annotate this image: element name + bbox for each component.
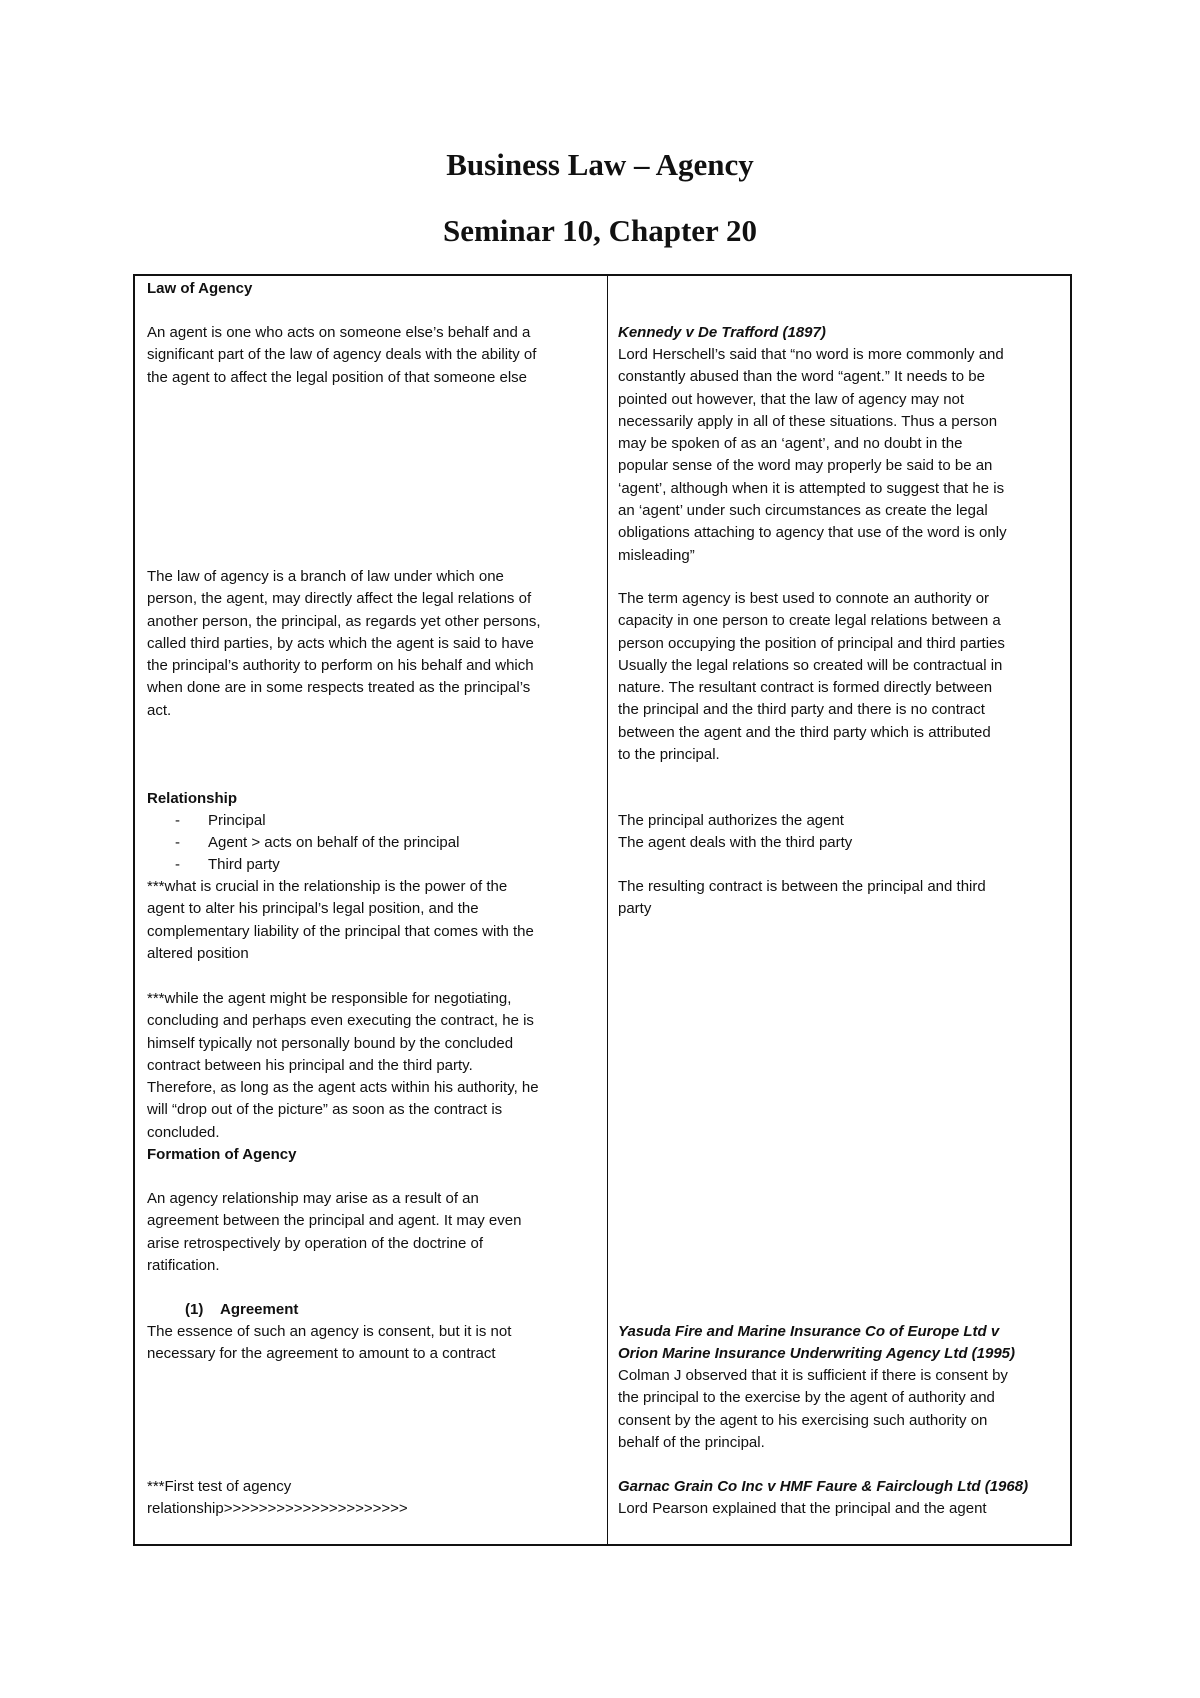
case-yasuda-title: Yasuda Fire and Marine Insurance Co of Europe Ltd v Orion Marine Insurance Underwriting Agency Ltd (1995) bbox=[618, 1323, 1016, 1363]
first-test-note: ***First test of agency relationship>>>>>>>>>>>>>>>>>>>>> bbox=[147, 1478, 408, 1518]
relationship-item: Agent > acts on behalf of the principal bbox=[208, 834, 460, 851]
bullet-dash: - bbox=[175, 856, 180, 873]
column-divider bbox=[607, 276, 608, 1544]
agent-definition: An agent is one who acts on someone else’s behalf and a significant part of the law of agency deals with the ability of the agent to affect the legal position of that someone else bbox=[147, 324, 537, 386]
authorizes-text: The principal authorizes the agent The agent deals with the third party bbox=[618, 812, 853, 852]
case-kennedy-title: Kennedy v De Trafford (1897) bbox=[618, 324, 826, 341]
page-subtitle: Seminar 10, Chapter 20 bbox=[442, 213, 758, 248]
while-note: ***while the agent might be responsible for negotiating, concluding and perhaps even executing the contract, he is himself typically not personally bound by the concluded contract between his principal and the third party. Therefore, as long as the agent acts within his authority, he will “drop out of the picture” as soon as the contract is concluded. bbox=[147, 990, 539, 1141]
case-garnac-text: Lord Pearson explained that the principal and the agent bbox=[618, 1500, 987, 1517]
crucial-note: ***what is crucial in the relationship is the power of the agent to alter his principal’s legal position, and the complementary liability of the principal that comes with the altered position bbox=[147, 878, 534, 962]
relationship-heading: Relationship bbox=[147, 790, 238, 807]
resulting-contract-text: The resulting contract is between the principal and third party bbox=[618, 878, 986, 918]
formation-heading: Formation of Agency bbox=[147, 1146, 297, 1163]
agreement-heading: Agreement bbox=[220, 1301, 299, 1318]
bullet-dash: - bbox=[175, 834, 180, 851]
agreement-number: (1) bbox=[185, 1301, 204, 1318]
relationship-item: Third party bbox=[208, 856, 280, 873]
agreement-text: The essence of such an agency is consent, but it is not necessary for the agreement to amount to a contract bbox=[147, 1323, 512, 1363]
agency-term-text: The term agency is best used to connote an authority or capacity in one person to create legal relations between a person occupying the position of principal and third parties Usually the legal relations so created will be contractual in nature. The resultant contract is formed directly between the principal and the third party and there is no contract between the agent and the third party which is attributed to the principal. bbox=[618, 590, 1005, 764]
page-title: Business Law – Agency bbox=[446, 147, 754, 182]
relationship-item: Principal bbox=[208, 812, 266, 829]
formation-text: An agency relationship may arise as a result of an agreement between the principal and agent. It may even arise retrospectively by operation of the doctrine of ratification. bbox=[147, 1190, 522, 1274]
bullet-dash: - bbox=[175, 812, 180, 829]
case-kennedy-text: Lord Herschell’s said that “no word is more commonly and constantly abused than the word “agent.” It needs to be pointed out however, that the law of agency may not necessarily apply in all of these situations. Thus a person may be spoken of as an ‘agent’, and no doubt in the popular sense of the word may properly be said to be an ‘agent’, although when it is attempted to suggest that he is an ‘agent’ under such circumstances as create the legal obligations attaching to agency that use of the word is only misleading” bbox=[618, 346, 1007, 564]
case-yasuda-text: Colman J observed that it is sufficient if there is consent by the principal to the exercise by the agent of authority and consent by the agent to his exercising such authority on behalf of the principal. bbox=[618, 1367, 1008, 1451]
notes-table bbox=[133, 274, 1072, 1546]
law-of-agency-definition: The law of agency is a branch of law under which one person, the agent, may directly affect the legal relations of another person, the principal, as regards yet other persons, called third parties, by acts which the agent is said to have the principal’s authority to perform on his behalf and which when done are in some respects treated as the principal’s act. bbox=[147, 568, 541, 719]
law-of-agency-heading: Law of Agency bbox=[147, 280, 253, 297]
case-garnac-title: Garnac Grain Co Inc v HMF Faure & Fairclough Ltd (1968) bbox=[618, 1478, 1029, 1495]
